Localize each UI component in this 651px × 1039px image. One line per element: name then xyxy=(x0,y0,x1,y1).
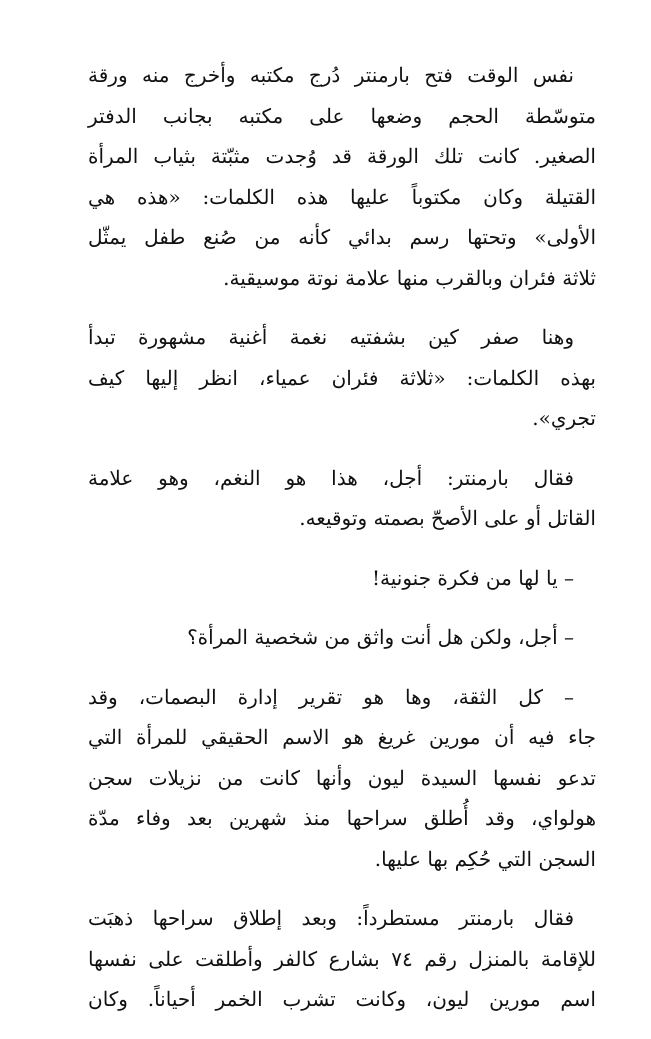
text-line: – كل الثقة، وها هو تقرير إدارة البصمات، وقد xyxy=(88,684,574,709)
paragraph xyxy=(88,55,596,298)
text-line: متوسّطة الحجم وضعها على مكتبه بجانب الدفتر xyxy=(88,103,596,128)
text-line: تجري». xyxy=(532,406,596,430)
dialogue-paragraph xyxy=(88,558,596,599)
paragraph xyxy=(88,898,596,1020)
text-line: هولواي، وقد أُطلق سراحها منذ شهرين بعد وفاء مدّة xyxy=(88,806,596,830)
text-line: القتيلة وكان مكتوباً عليها هذه الكلمات: «هذه هي xyxy=(88,184,596,209)
text-line: نفس الوقت فتح بارمنتر دُرج مكتبه وأخرج منه ورقة xyxy=(88,63,574,87)
text-line: ثلاثة فئران وبالقرب منها علامة نوتة موسيقية. xyxy=(223,265,596,290)
text-line: اسم مورين ليون، وكانت تشرب الخمر أحياناً. وكان xyxy=(88,987,596,1011)
text-line: – يا لها من فكرة جنونية! xyxy=(371,565,574,590)
dialogue-paragraph xyxy=(88,617,596,658)
text-line: فقال بارمنتر مستطرداً: وبعد إطلاق سراحها ذهبَت xyxy=(88,906,574,930)
paragraph xyxy=(88,317,596,439)
text-line: القاتل أو على الأصحّ بصمته وتوقيعه. xyxy=(299,506,596,530)
text-line: الصغير. كانت تلك الورقة قد وُجدت مثبّتة بثياب المرأة xyxy=(88,144,596,168)
text-line: بهذه الكلمات: «ثلاثة فئران عمياء، انظر إليها كيف xyxy=(88,365,596,390)
text-line: السجن التي حُكِم بها عليها. xyxy=(374,846,596,871)
book-page xyxy=(88,55,596,1039)
text-line: تدعو نفسها السيدة ليون وأنها كانت من نزيلات سجن xyxy=(88,765,596,790)
text-line: الأولى» وتحتها رسم بدائي كأنه من صُنع طفل يمثّل xyxy=(88,225,596,249)
text-line: – أجل، ولكن هل أنت واثق من شخصية المرأة؟ xyxy=(187,625,574,649)
text-line: للإقامة بالمنزل رقم ٧٤ بشارع كالفر وأطلقت على نفسها xyxy=(88,946,596,971)
text-line: جاء فيه أن مورين غريغ هو الاسم الحقيقي للمرأة التي xyxy=(88,725,596,749)
text-line: وهنا صفر كين بشفتيه نغمة أغنية مشهورة تبدأ xyxy=(88,325,574,349)
paragraph xyxy=(88,458,596,539)
dialogue-paragraph xyxy=(88,677,596,880)
text-line: فقال بارمنتر: أجل، هذا هو النغم، وهو علامة xyxy=(88,465,574,490)
